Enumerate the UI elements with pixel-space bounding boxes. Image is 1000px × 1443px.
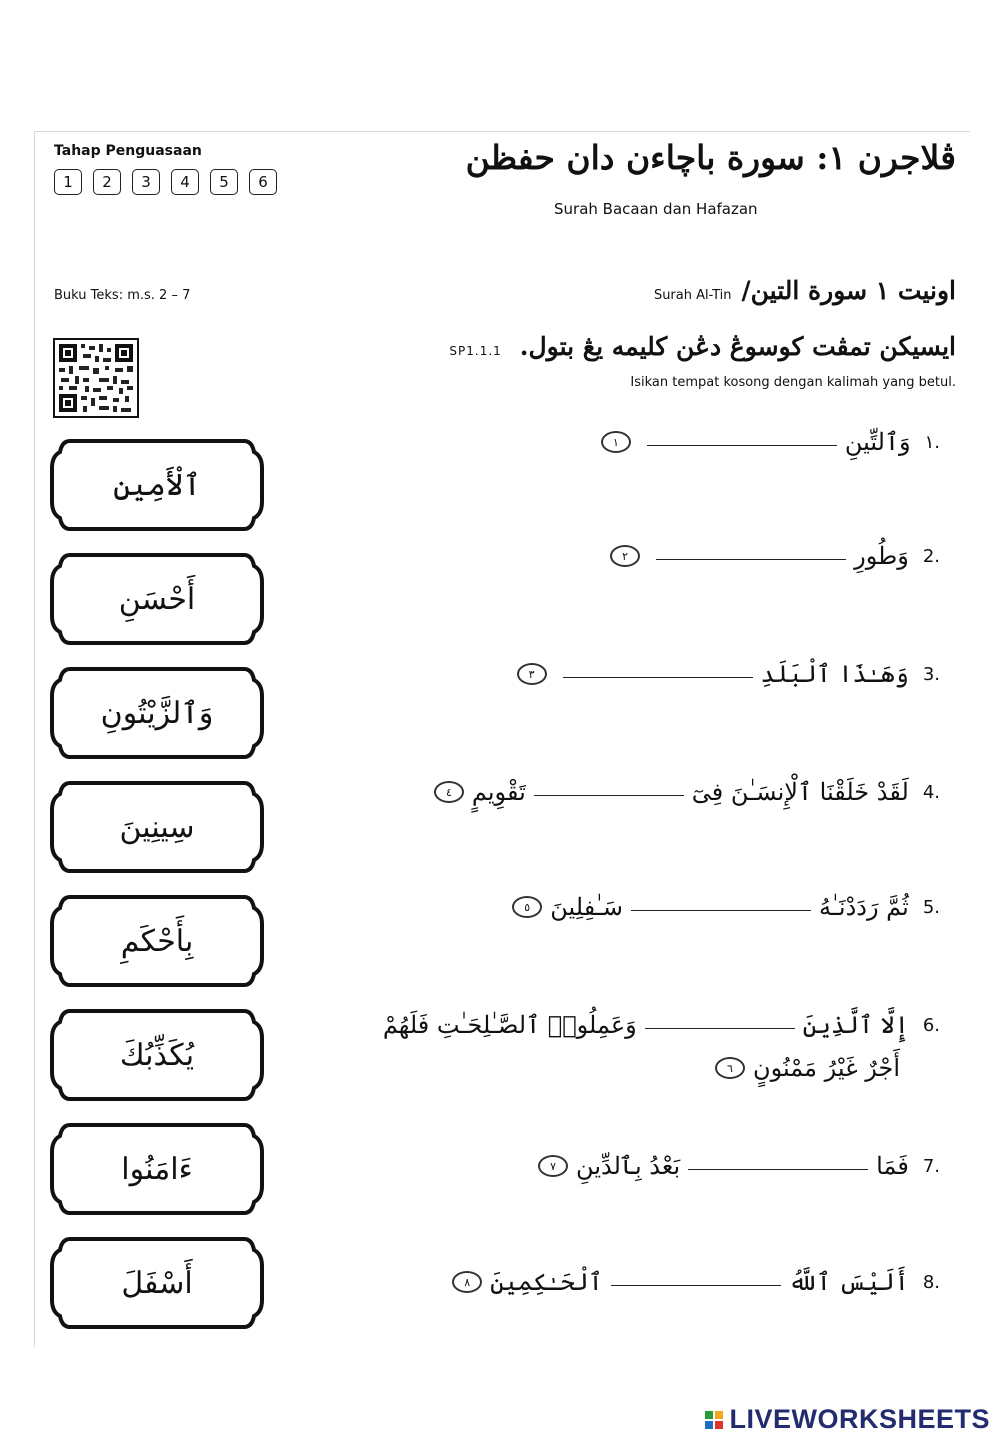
verse-before: وَهَـٰذَا ٱلْبَلَدِ xyxy=(760,660,909,688)
verse-after: ٱلْحَـٰكِمِينَ xyxy=(490,1268,603,1296)
question-number: 5. xyxy=(922,896,940,918)
level-box-1[interactable]: 1 xyxy=(54,169,82,195)
question-6-line-2 xyxy=(715,1054,900,1082)
liveworksheets-logo[interactable] xyxy=(705,1404,990,1435)
unit-malay: Surah Al-Tin xyxy=(653,288,732,303)
ayah-marker-icon: ٨ xyxy=(452,1271,482,1293)
word-text: سِينِينَ xyxy=(119,809,195,845)
ayah-marker-icon: ٧ xyxy=(538,1155,568,1177)
word-card[interactable] xyxy=(48,780,266,874)
level-box-5[interactable]: 5 xyxy=(210,169,238,195)
ayah-marker-icon: ٥ xyxy=(512,896,542,918)
ayah-marker-icon: ٦ xyxy=(715,1057,745,1079)
word-text: بِأَحْكَمِ xyxy=(120,923,194,959)
sp-code: SP1.1.1 xyxy=(449,344,502,358)
qr-code-icon xyxy=(53,338,139,418)
word-text: ٱلْأَمِينِ xyxy=(113,467,201,503)
verse-before: وَٱلتِّينِ xyxy=(844,428,911,456)
question-number: 6. xyxy=(922,1014,940,1036)
verse-before: وَطُورِ xyxy=(854,542,909,570)
question-number: ١. xyxy=(924,431,940,453)
unit-heading xyxy=(654,276,956,305)
word-card[interactable] xyxy=(48,552,266,646)
title-malay: Surah Bacaan dan Hafazan xyxy=(554,200,758,218)
instruction-arabic: ايسيکن تمڤت کوسوڠ دڠن کليمه يڠ بتول. xyxy=(519,332,956,361)
verse-before: فَمَا xyxy=(876,1152,909,1180)
question-5 xyxy=(512,893,940,921)
word-text: أَحْسَنِ xyxy=(118,581,196,617)
ayah-marker-icon: ٢ xyxy=(610,545,640,567)
question-number: 3. xyxy=(922,663,940,685)
answer-blank[interactable] xyxy=(631,909,811,911)
word-card[interactable] xyxy=(48,1236,266,1330)
unit-arabic: اونيت ١ سورة التين/ xyxy=(741,276,956,305)
ayah-marker-icon: ١ xyxy=(601,431,631,453)
question-3 xyxy=(517,660,940,688)
question-1 xyxy=(601,428,940,456)
answer-blank[interactable] xyxy=(688,1168,868,1170)
level-box-2[interactable]: 2 xyxy=(93,169,121,195)
word-text: وَٱلزَّيْتُونِ xyxy=(100,695,214,731)
verse-before: إِلَّا ٱلَّذِينَ xyxy=(802,1011,909,1039)
answer-blank[interactable] xyxy=(647,444,837,446)
word-card[interactable] xyxy=(48,894,266,988)
question-number: 2. xyxy=(922,545,940,567)
question-2 xyxy=(610,542,940,570)
level-box-6[interactable]: 6 xyxy=(249,169,277,195)
answer-blank[interactable] xyxy=(534,794,684,796)
textbook-reference: Buku Teks: m.s. 2 – 7 xyxy=(54,288,191,303)
answer-blank[interactable] xyxy=(563,676,753,678)
tahap-label: Tahap Penguasaan xyxy=(54,143,202,159)
question-6 xyxy=(383,1011,940,1039)
verse-before: ثُمَّ رَدَدْنَـٰهُ xyxy=(818,893,909,921)
ayah-marker-icon: ٣ xyxy=(517,663,547,685)
word-card[interactable] xyxy=(48,666,266,760)
verse-before: لَقَدْ خَلَقْنَا ٱلْإِنسَـٰنَ فِىٓ xyxy=(691,778,909,806)
liveworksheets-icon xyxy=(705,1411,723,1429)
level-boxes xyxy=(54,169,277,195)
word-text: أَسْفَلَ xyxy=(121,1265,193,1301)
verse-after: وَعَمِلُوا۟ ٱلصَّـٰلِحَـٰتِ فَلَهُمْ xyxy=(382,1011,637,1039)
instruction-malay: Isikan tempat kosong dengan kalimah yang betul. xyxy=(630,375,956,390)
title-arabic: ڤلاجرن ١: سورة باچاءن دان حفظن xyxy=(465,138,956,177)
word-text: ءَامَنُوا xyxy=(121,1151,193,1187)
word-card[interactable] xyxy=(48,438,266,532)
verse-after: تَقْوِيمٍ xyxy=(471,778,526,806)
word-card[interactable] xyxy=(48,1008,266,1102)
level-box-3[interactable]: 3 xyxy=(132,169,160,195)
question-7 xyxy=(538,1152,940,1180)
level-box-4[interactable]: 4 xyxy=(171,169,199,195)
verse-after: بَعْدُ بِٱلدِّينِ xyxy=(576,1152,681,1180)
answer-blank[interactable] xyxy=(645,1027,795,1029)
question-4 xyxy=(434,778,940,806)
question-number: 4. xyxy=(922,781,940,803)
ayah-marker-icon: ٤ xyxy=(434,781,464,803)
word-card[interactable] xyxy=(48,1122,266,1216)
question-number: 8. xyxy=(922,1271,940,1293)
instruction-arabic-row xyxy=(449,332,956,361)
liveworksheets-brand: LIVEWORKSHEETS xyxy=(729,1404,990,1434)
answer-blank[interactable] xyxy=(656,558,846,560)
word-text: يُكَذِّبُكَ xyxy=(119,1037,195,1073)
question-8 xyxy=(452,1268,940,1296)
verse-line2: أَجْرٌ غَيْرُ مَمْنُونٍ xyxy=(752,1054,900,1082)
question-number: 7. xyxy=(922,1155,940,1177)
verse-after: سَـٰفِلِينَ xyxy=(550,893,623,921)
answer-blank[interactable] xyxy=(611,1284,781,1286)
verse-before: أَلَيْسَ ٱللَّهُ xyxy=(788,1268,909,1296)
